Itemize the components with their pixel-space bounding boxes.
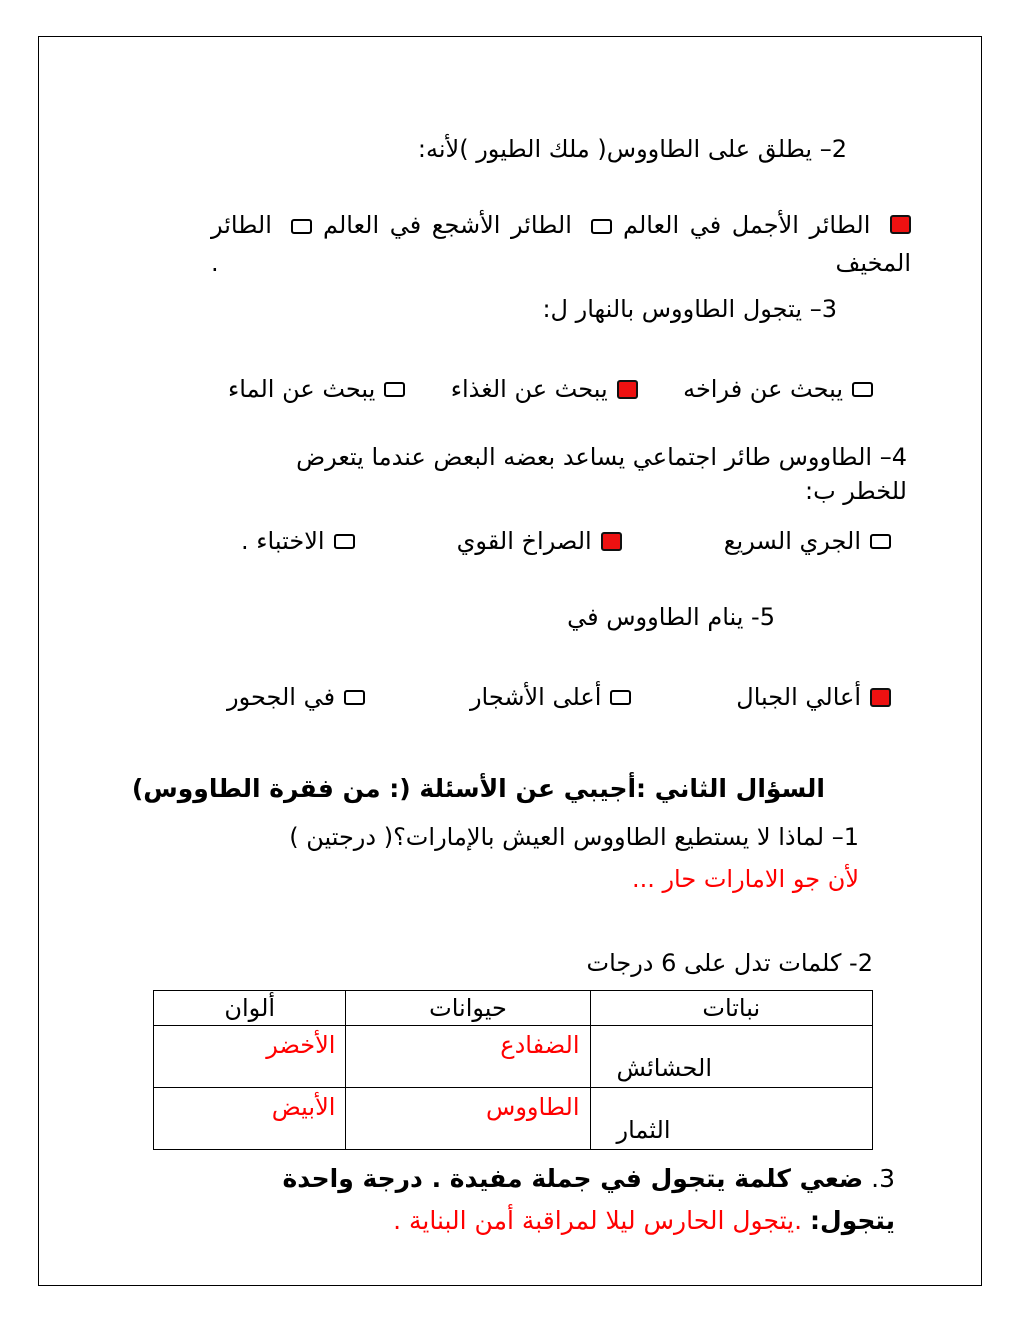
worksheet-page xyxy=(38,36,982,1286)
checkbox-icon[interactable] xyxy=(591,219,612,234)
question-5-text: 5- ينام الطاووس في xyxy=(567,603,775,631)
answer-sentence: .يتجول الحارس ليلا لمراقبة أمن البناية . xyxy=(393,1206,803,1235)
checkbox-icon[interactable] xyxy=(890,215,911,234)
section-2-answer-1: لأن جو الامارات حار ... xyxy=(631,865,859,893)
section-2-heading: السؤال الثاني :أجيبي عن الأسئلة (: من فقرة الطاووس) xyxy=(131,774,825,803)
table-row xyxy=(154,1026,873,1088)
option-label: في الجحور xyxy=(227,683,336,711)
option-label: الصراخ القوي xyxy=(456,527,592,555)
answer-word-label: يتجول: xyxy=(810,1206,895,1235)
checkbox-icon[interactable] xyxy=(291,219,312,234)
plants-cell: الثمار xyxy=(590,1088,872,1150)
question-4-text: 4– الطاووس طائر اجتماعي يساعد بعضه البعض عندما يتعرض للخطر ب: xyxy=(296,443,907,505)
option-label: الطائر المخيف . xyxy=(211,211,911,277)
checkbox-icon[interactable] xyxy=(870,534,891,549)
checkbox-icon[interactable] xyxy=(384,382,405,397)
plants-cell: الحشائش xyxy=(590,1026,872,1088)
answer-option xyxy=(227,680,365,714)
option-label: يبحث عن فراخه xyxy=(683,375,843,403)
question-4-options xyxy=(241,524,891,558)
sentence-answer-line xyxy=(85,1204,895,1238)
checkbox-icon[interactable] xyxy=(344,690,365,705)
checkbox-icon[interactable] xyxy=(852,382,873,397)
table-row xyxy=(154,1088,873,1150)
question-2-options xyxy=(211,206,911,282)
column-header-plants: نباتات xyxy=(590,991,872,1026)
question-3-options xyxy=(228,372,873,406)
colors-cell: الأخضر xyxy=(154,1026,346,1088)
option-label: الطائر الأشجع في العالم xyxy=(323,211,572,239)
answer-option xyxy=(736,680,891,714)
question-3-text: 3– يتجول الطاووس بالنهار ل: xyxy=(542,295,837,323)
answer-option xyxy=(228,372,405,406)
section-2-question-2: 2- كلمات تدل على 6 درجات xyxy=(586,949,873,977)
words-table xyxy=(153,990,873,1150)
question-5-options xyxy=(227,680,891,714)
option-label: أعلى الأشجار xyxy=(469,683,602,711)
column-header-animals: حيوانات xyxy=(346,991,590,1026)
checkbox-icon[interactable] xyxy=(617,380,638,399)
section-2-question-1: 1– لماذا لا يستطيع الطاووس العيش بالإمارات؟( درجتين ) xyxy=(289,823,859,851)
answer-option xyxy=(457,524,622,558)
checkbox-icon[interactable] xyxy=(610,690,631,705)
answer-option xyxy=(683,372,873,406)
animals-cell: الطاووس xyxy=(346,1088,590,1150)
table-header-row xyxy=(154,991,873,1026)
question-number: 3. xyxy=(871,1164,895,1193)
question-text: ضعي كلمة يتجول في جملة مفيدة . درجة واحدة xyxy=(282,1164,864,1193)
option-label: الجري السريع xyxy=(723,527,861,555)
colors-cell: الأبيض xyxy=(154,1088,346,1150)
animals-cell: الضفادع xyxy=(346,1026,590,1088)
column-header-colors: ألوان xyxy=(154,991,346,1026)
question-2-text: 2– يطلق على الطاووس( ملك الطيور )لأنه: xyxy=(417,135,847,163)
checkbox-icon[interactable] xyxy=(601,532,622,551)
answer-option xyxy=(451,372,638,406)
answer-option xyxy=(241,524,355,558)
option-label: يبحث عن الغذاء xyxy=(450,375,608,403)
option-label: الاختباء . xyxy=(241,527,325,555)
option-label: الطائر الأجمل في العالم xyxy=(623,211,871,239)
answer-option xyxy=(724,524,891,558)
answer-option xyxy=(470,680,631,714)
checkbox-icon[interactable] xyxy=(870,688,891,707)
option-label: يبحث عن الماء xyxy=(228,375,376,403)
section-2-question-3 xyxy=(85,1162,895,1196)
checkbox-icon[interactable] xyxy=(334,534,355,549)
option-label: أعالي الجبال xyxy=(736,683,861,711)
